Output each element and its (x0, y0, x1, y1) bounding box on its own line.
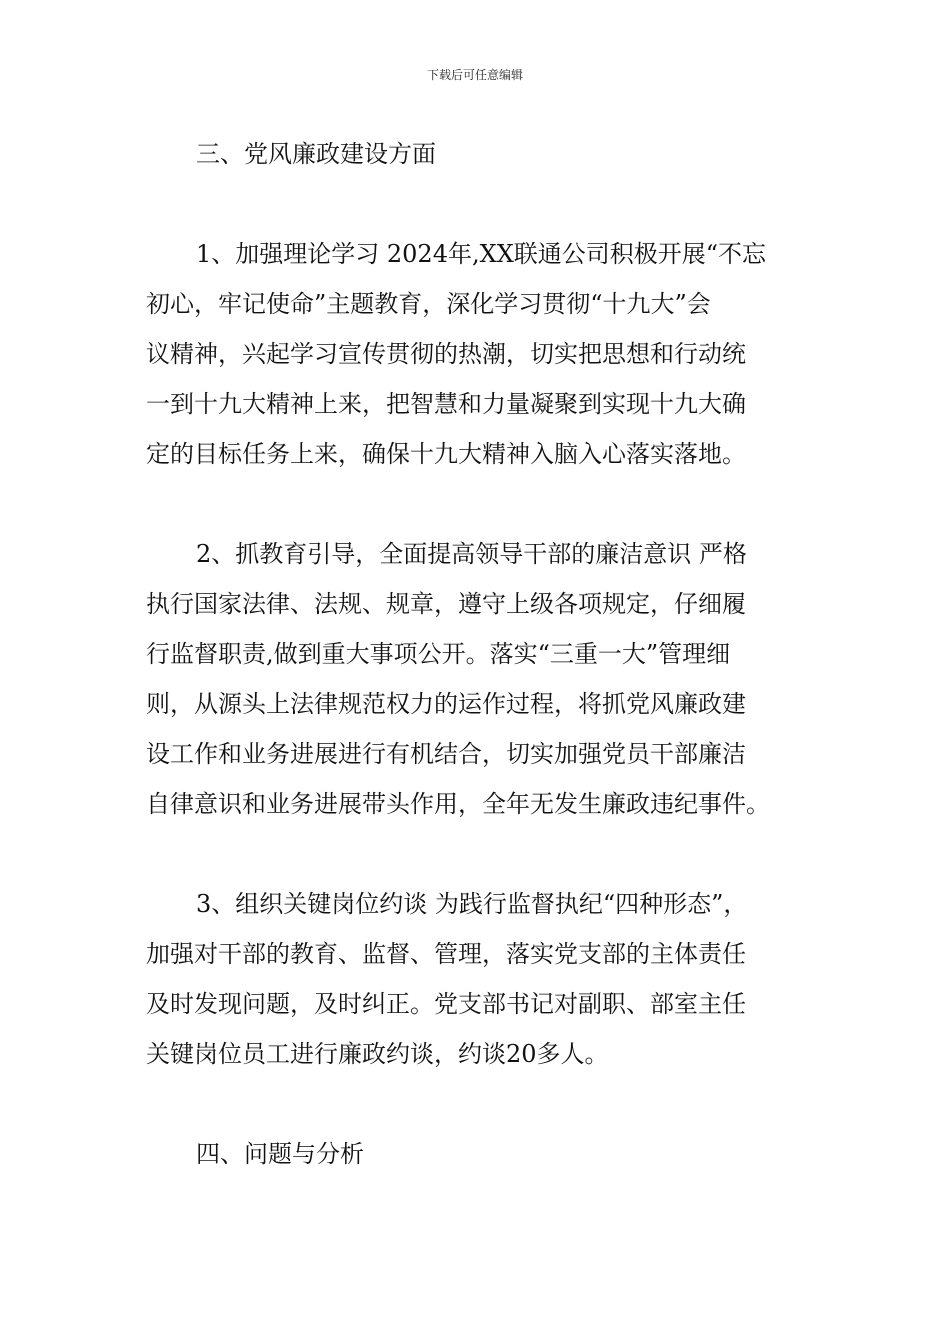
paragraph-line: 加强对干部的教育、监督、管理，落实党支部的主体责任 (146, 940, 746, 968)
section-heading-3: 三、党风廉政建设方面 (196, 140, 436, 168)
paragraph-1 (146, 229, 814, 479)
paragraph-line: 设工作和业务进展进行有机结合，切实加强党员干部廉洁 (146, 740, 746, 768)
paragraph-3 (146, 879, 814, 1079)
paragraph-line: 1、加强理论学习 2024年,XX联通公司积极开展“不忘 (196, 240, 767, 268)
paragraph-line: 一到十九大精神上来，把智慧和力量凝聚到实现十九大确 (146, 390, 746, 418)
paragraph-line: 自律意识和业务进展带头作用，全年无发生廉政违纪事件。 (146, 790, 770, 818)
paragraph-line: 则，从源头上法律规范权力的运作过程，将抓党风廉政建 (146, 690, 746, 718)
paragraph-line: 及时发现问题，及时纠正。党支部书记对副职、部室主任 (146, 990, 746, 1018)
paragraph-line: 执行国家法律、法规、规章，遵守上级各项规定，仔细履 (146, 590, 746, 618)
section-heading-4: 四、问题与分析 (196, 1140, 364, 1168)
paragraph-line: 2、抓教育引导，全面提高领导干部的廉洁意识 严格 (196, 540, 747, 568)
header-note: 下载后可任意编辑 (426, 68, 523, 82)
paragraph-2 (146, 529, 814, 829)
paragraph-line: 初心，牢记使命”主题教育，深化学习贯彻“十九大”会 (146, 290, 711, 318)
paragraph-line: 3、组织关键岗位约谈 为践行监督执纪“四种形态”， (196, 890, 748, 918)
paragraph-line: 行监督职责,做到重大事项公开。落实“三重一大”管理细 (146, 640, 731, 668)
paragraph-line: 定的目标任务上来，确保十九大精神入脑入心落实落地。 (146, 440, 746, 468)
paragraph-line: 关键岗位员工进行廉政约谈，约谈20多人。 (146, 1040, 609, 1068)
paragraph-line: 议精神，兴起学习宣传贯彻的热潮，切实把思想和行动统 (146, 340, 746, 368)
document-body (146, 129, 814, 1179)
